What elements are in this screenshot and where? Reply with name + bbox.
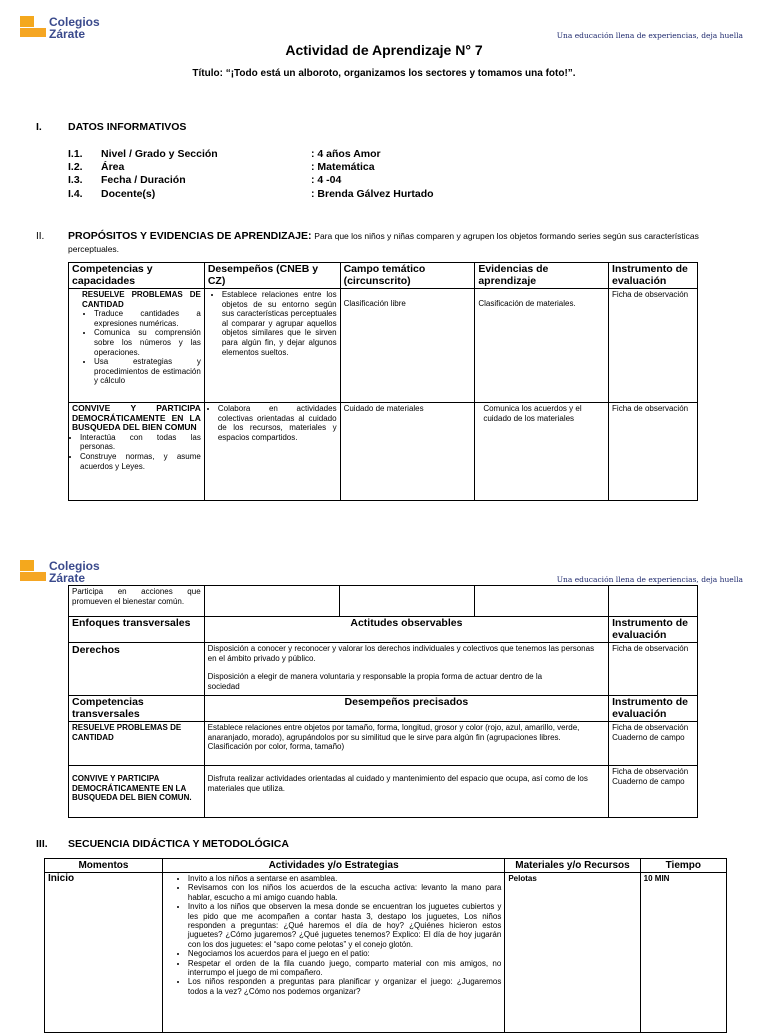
section1-heading: DATOS INFORMATIVOS: [68, 121, 187, 133]
secuencia-table: [44, 858, 727, 1033]
capacidad-item: • Interactúa con todas las personas.: [80, 433, 201, 452]
tagline: Una educación llena de experiencias, deja huella: [556, 575, 743, 584]
header-comp-transversales: Competencias transversales: [69, 696, 205, 722]
info-value: : Matemática: [311, 161, 375, 173]
actividad-item: • Invito a los niños que observen la mesa donde se encuentran los juguetes cubiertos y les pido que me acompañen a contar hasta 3, destapo los juguetes, Los niños responden a preguntas: ¿Qué haremos el día de hoy? ¿Quiénes hicieron estos juguetes? ¿Cómo jugaremos? ¿Qué juguetes tenemos? Explico: El día de hoy jugarán con los dos juguetes: el “sapo come pelotas” y el conejo glotón.: [188, 902, 501, 949]
header-instrumento: Instrumento de evaluación: [609, 263, 698, 289]
competencia-cell: [69, 403, 205, 501]
empty-cell: [204, 586, 340, 617]
section3-heading: SECUENCIA DIDÁCTICA Y METODOLÓGICA: [68, 838, 289, 850]
info-label: Área: [101, 161, 125, 173]
header-evidencias: Evidencias de aprendizaje: [475, 263, 609, 289]
enfoques-table: [68, 585, 698, 818]
desempeno-cell: [204, 403, 340, 501]
section3-number: III.: [36, 838, 48, 850]
info-num: I.2.: [68, 161, 83, 173]
instrumento-cell: Ficha de observación: [609, 643, 698, 696]
logo-name-line1: Colegios: [49, 15, 100, 29]
header-materiales: Materiales y/o Recursos: [505, 859, 640, 873]
competencia-title: CONVIVE Y PARTICIPA DEMOCRÁTICAMENTE EN LA BUSQUEDA DEL BIEN COMUN: [72, 403, 201, 433]
desempeno-item: • Colabora en actividades colectivas orientadas al cuidado de los recursos, materiales y espacios compartidos.: [218, 404, 337, 442]
info-label: Docente(s): [101, 188, 156, 200]
instrumento-cell: Ficha de observación Cuaderno de campo: [609, 766, 698, 818]
header-instrumento: Instrumento de evaluación: [609, 696, 698, 722]
instrumento-cell: Ficha de observación Cuaderno de campo: [609, 722, 698, 766]
capacidad-item: • Comunica su comprensión sobre los números y las operaciones.: [94, 328, 201, 357]
info-label: Fecha / Duración: [101, 174, 186, 186]
header-enfoques: Enfoques transversales: [69, 617, 205, 643]
campo-cell: Cuidado de materiales: [340, 403, 475, 501]
desempeno-item: • Establece relaciones entre los objetos de su entorno según sus características perceptuales al comparar y agrupar aquellos objetos similares que le sirven para algún fin, y dejar algunos elementos sueltos.: [222, 290, 337, 357]
enfoque-derechos: Derechos: [69, 643, 205, 696]
logo-name-line1: Colegios: [49, 559, 100, 573]
capacidad-item: • Usa estrategias y procedimientos de estimación y cálculo: [94, 357, 201, 386]
continuation-cell: Participa en acciones que promueven el bienestar común.: [69, 586, 205, 617]
header-momentos: Momentos: [45, 859, 163, 873]
desempeno-cell: [204, 289, 340, 403]
info-value: : 4 años Amor: [311, 148, 381, 160]
capacidad-item: • Traduce cantidades a expresiones numéricas.: [94, 309, 201, 328]
page-title: Actividad de Aprendizaje N° 7: [285, 42, 483, 58]
actividad-item: • Invito a los niños a sentarse en asamblea.: [188, 874, 501, 883]
competencia-cell: [69, 289, 205, 403]
page-subtitle: Título: “¡Todo está un alboroto, organizamos los sectores y tomamos una foto!”.: [192, 68, 576, 79]
info-num: I.1.: [68, 148, 83, 160]
logo-name-line2: Zárate: [49, 27, 86, 41]
info-value: : 4 -04: [311, 174, 342, 186]
section1-number: I.: [36, 121, 42, 133]
info-label: Nivel / Grado y Sección: [101, 148, 218, 160]
actitudes-cell: [204, 643, 608, 696]
header-actividades: Actividades y/o Estrategias: [162, 859, 504, 873]
desempeno-resuelve: Establece relaciones entre objetos por tamaño, forma, longitud, grosor y color (rojo, azul, amarillo, verde, anaranjado, morado), agrupándolos por su similitud que le sirve para algún fin (agrupaciones libres. Clasificación por color, forma, tamaño): [204, 722, 608, 766]
competencias-table: [68, 262, 698, 501]
tiempo-cell: 10 MIN: [640, 873, 726, 1033]
school-logo: [20, 16, 100, 40]
header-competencias: Competencias y capacidades: [69, 263, 205, 289]
campo-cell: Clasificación libre: [340, 289, 475, 403]
evidencia-cell: Clasificación de materiales.: [475, 289, 609, 403]
info-row-nivel: [68, 148, 381, 160]
comp-convive: CONVIVE Y PARTICIPA DEMOCRÁTICAMENTE EN LA BUSQUEDA DEL BIEN COMUN.: [69, 766, 205, 818]
actividad-item: • Negociamos los acuerdos para el juego en el patio:: [188, 949, 501, 958]
logo-mark-icon: [20, 560, 46, 580]
actividad-item: • Revisamos con los niños los acuerdos de la escucha activa: levanto la mano para hablar, escucho a mi amigo cuando habla.: [188, 883, 501, 902]
section2-text: Para que los niños y niñas comparen y agrupen los objetos formando series según sus características perceptuales.: [68, 231, 699, 254]
empty-cell: [475, 586, 609, 617]
section2-heading: PROPÓSITOS Y EVIDENCIAS DE APRENDIZAJE:: [68, 230, 312, 242]
actividad-item: • Respetar el orden de la fila cuando juego, comparto material con mis amigos, no interrumpo el juego de mi compañero.: [188, 959, 501, 978]
empty-cell: [340, 586, 475, 617]
logo-mark-icon: [20, 16, 46, 36]
header-desempenos-precisados: Desempeños precisados: [204, 696, 608, 722]
momento-inicio: Inicio: [45, 873, 163, 1033]
info-num: I.4.: [68, 188, 83, 200]
materiales-cell: Pelotas: [505, 873, 640, 1033]
info-row-area: [68, 161, 375, 173]
header-tiempo: Tiempo: [640, 859, 726, 873]
instrumento-cell: Ficha de observación: [609, 289, 698, 403]
info-row-docente: [68, 188, 434, 200]
info-num: I.3.: [68, 174, 83, 186]
desempeno-convive: Disfruta realizar actividades orientadas al cuidado y mantenimiento del espacio que ocupa, así como de los materiales que utiliza.: [204, 766, 608, 818]
logo-name-line2: Zárate: [49, 571, 86, 585]
actitud-2: Disposición a elegir de manera voluntaria y responsable la propia forma de actuar dentro de la sociedad: [207, 672, 543, 691]
capacidad-item: • Construye normas, y asume acuerdos y Leyes.: [80, 452, 201, 471]
evidencia-cell: Comunica los acuerdos y el cuidado de los materiales: [475, 403, 609, 501]
tagline: Una educación llena de experiencias, deja huella: [556, 31, 743, 40]
competencia-title: RESUELVE PROBLEMAS DE CANTIDAD: [82, 290, 201, 309]
header-instrumento: Instrumento de evaluación: [609, 617, 698, 643]
section2-number: II.: [36, 231, 45, 242]
header-campo: Campo temático (circunscrito): [340, 263, 475, 289]
info-value: : Brenda Gálvez Hurtado: [311, 188, 434, 200]
actitud-1: Disposición a conocer y reconocer y valorar los derechos individuales y colectivos que tenemos las personas en el ámbito privado y público.: [207, 644, 595, 663]
actividad-item: • Los niños responden a preguntas para planificar y organizar el juego: ¿Jugaremos todos a la vez? ¿Cómo nos podemos organizar?: [188, 977, 501, 996]
empty-cell: [609, 586, 698, 617]
header-actitudes: Actitudes observables: [204, 617, 608, 643]
section2-purpose: [68, 230, 748, 256]
comp-resuelve: RESUELVE PROBLEMAS DE CANTIDAD: [69, 722, 205, 766]
info-row-fecha: [68, 174, 341, 186]
instrumento-cell: Ficha de observación: [609, 403, 698, 501]
header-desempenos: Desempeños (CNEB y CZ): [204, 263, 340, 289]
actividades-cell: [162, 873, 504, 1033]
school-logo: [20, 560, 100, 584]
